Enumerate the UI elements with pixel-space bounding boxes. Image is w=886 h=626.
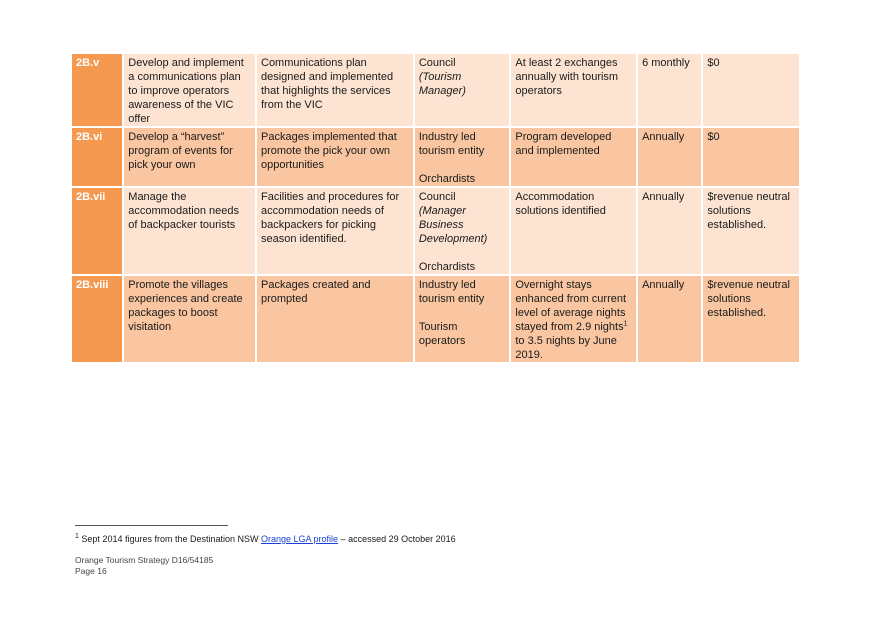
footnote-text: – accessed 29 October 2016	[338, 534, 456, 544]
action-output: Communications plan designed and implemented that highlights the services from the VIC	[257, 54, 413, 126]
action-description: Develop and implement a communications plan to improve operators awareness of the VIC offer	[124, 54, 255, 126]
action-description: Develop a “harvest” program of events for pick your own	[124, 128, 255, 186]
page-number: Page 16	[75, 566, 107, 576]
action-id: 2B.vi	[72, 128, 122, 186]
footnote	[75, 533, 456, 545]
orange-lga-profile-link[interactable]: Orange LGA profile	[261, 534, 339, 544]
responsibility-line: Industry led tourism entity	[418, 131, 485, 157]
action-id: 2B.viii	[72, 276, 122, 362]
responsibility-line: (Manager Business Development)	[418, 205, 488, 245]
table-row	[72, 54, 799, 126]
table-row	[72, 128, 799, 186]
responsibility-line: Industry led tourism entity	[418, 279, 485, 305]
footnote-ref: 1	[623, 320, 628, 328]
performance-measure: At least 2 exchanges annually with tourism operators	[511, 54, 636, 126]
performance-measure	[511, 276, 636, 362]
responsibility-line: Orchardists	[418, 261, 476, 273]
measure-text: to 3.5 nights by June 2019.	[515, 335, 617, 361]
action-plan-table	[70, 52, 801, 364]
footnote-divider	[75, 525, 228, 526]
action-output: Facilities and procedures for accommodation needs of backpackers for picking season identified.	[257, 188, 413, 274]
action-id: 2B.v	[72, 54, 122, 126]
cost: $0	[703, 54, 799, 126]
timeframe: 6 monthly	[638, 54, 701, 126]
timeframe: Annually	[638, 276, 701, 362]
cost: $0	[703, 128, 799, 186]
timeframe: Annually	[638, 128, 701, 186]
footnote-text: Sept 2014 figures from the Destination NSW	[81, 534, 262, 544]
cost: $revenue neutral solutions established.	[703, 276, 799, 362]
timeframe: Annually	[638, 188, 701, 274]
action-description: Manage the accommodation needs of backpacker tourists	[124, 188, 255, 274]
responsibility	[415, 188, 510, 274]
responsibility-line: Orchardists	[418, 173, 476, 185]
action-description: Promote the villages experiences and create packages to boost visitation	[124, 276, 255, 362]
page-footer	[75, 555, 213, 577]
responsibility-line: Council	[418, 191, 456, 203]
responsibility-line: (Tourism Manager)	[418, 71, 466, 97]
footnote-number: 1	[75, 533, 79, 540]
responsibility	[415, 54, 510, 126]
responsibility-line: Tourism operators	[418, 321, 466, 347]
performance-measure: Program developed and implemented	[511, 128, 636, 186]
cost: $revenue neutral solutions established.	[703, 188, 799, 274]
document-reference: Orange Tourism Strategy D16/54185	[75, 555, 214, 565]
responsibility	[415, 128, 510, 186]
table-row	[72, 188, 799, 274]
measure-text: Overnight stays enhanced from current level of average nights stayed from 2.9 nights	[515, 279, 627, 333]
responsibility-line: Council	[418, 57, 456, 69]
responsibility	[415, 276, 510, 362]
performance-measure: Accommodation solutions identified	[511, 188, 636, 274]
table-row	[72, 276, 799, 362]
action-id: 2B.vii	[72, 188, 122, 274]
action-output: Packages created and prompted	[257, 276, 413, 362]
action-output: Packages implemented that promote the pick your own opportunities	[257, 128, 413, 186]
